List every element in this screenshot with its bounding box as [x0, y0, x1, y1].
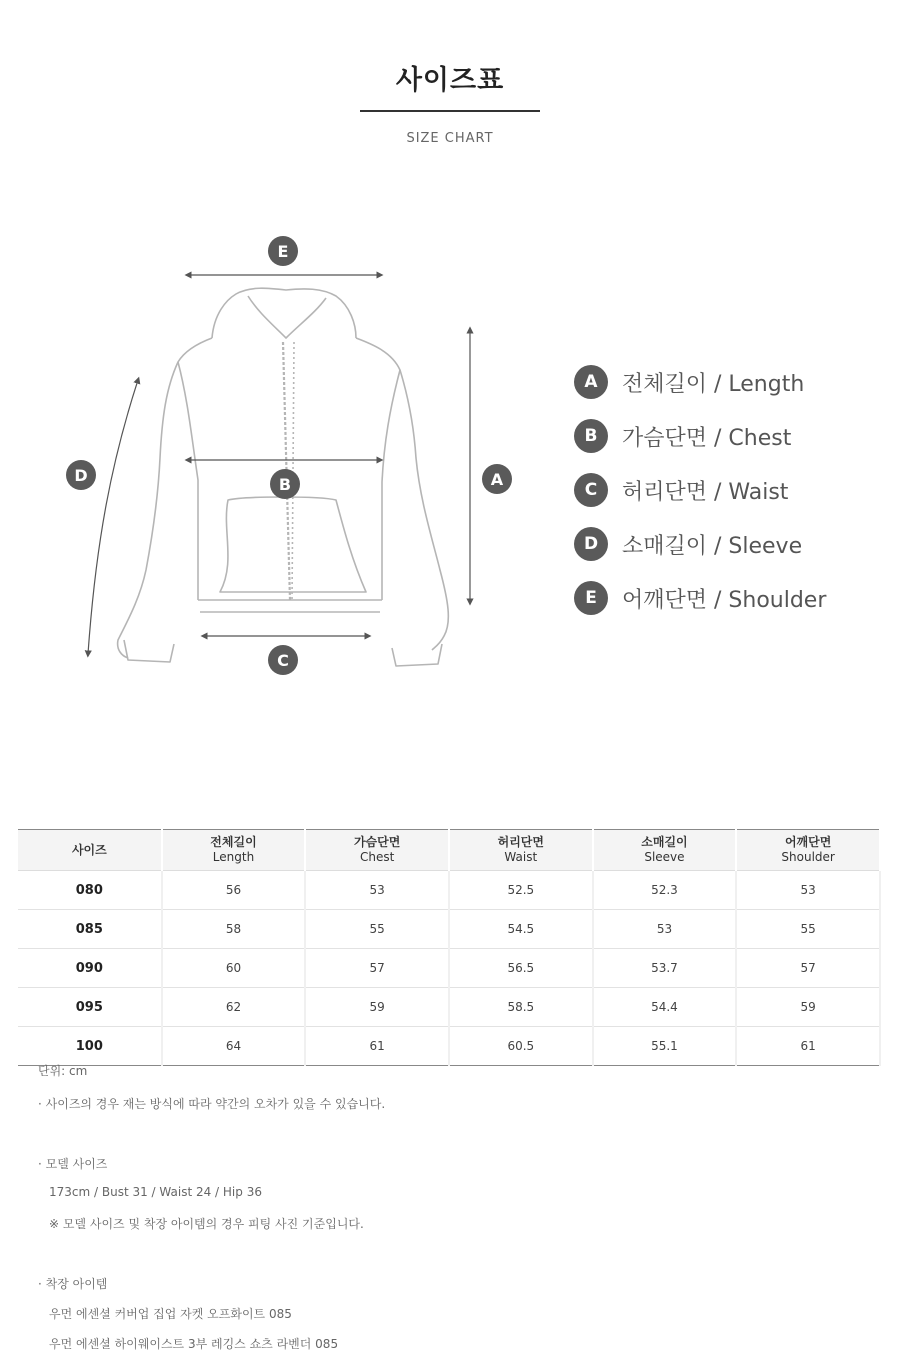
- outfit-items-heading: · 착장 아이템: [38, 1277, 108, 1291]
- table-cell: 62: [162, 988, 306, 1027]
- table-cell: 52.5: [449, 871, 593, 910]
- table-cell: 080: [18, 871, 162, 910]
- outfit-item: 우먼 에센셜 하이웨이스트 3부 레깅스 쇼츠 라벤더 085: [49, 1337, 339, 1351]
- table-cell: 085: [18, 910, 162, 949]
- disclaimer-note: · 사이즈의 경우 재는 방식에 따라 약간의 오차가 있을 수 있습니다.: [38, 1097, 386, 1111]
- marker-a: [482, 464, 512, 494]
- legend-item: [574, 463, 826, 517]
- svg-text:E: E: [277, 242, 289, 261]
- column-header-sleeve: 소매길이 Sleeve: [593, 830, 737, 871]
- column-header-chest: 가슴단면 Chest: [305, 830, 449, 871]
- marker-d: [66, 460, 96, 490]
- legend-badge: B: [574, 419, 608, 453]
- legend-label: 소매길이 / Sleeve: [622, 533, 803, 559]
- table-cell: 56: [162, 871, 306, 910]
- legend-label: 전체길이 / Length: [622, 371, 805, 397]
- page-title: 사이즈표: [395, 65, 505, 96]
- unit-note: 단위: cm: [38, 1064, 88, 1078]
- table-cell: 56.5: [449, 949, 593, 988]
- table-cell: 53: [305, 871, 449, 910]
- legend-label: 허리단면 / Waist: [622, 479, 789, 505]
- model-size-note: ※ 모델 사이즈 및 착장 아이템의 경우 피팅 사진 기준입니다.: [49, 1217, 364, 1231]
- table-row: [18, 910, 880, 949]
- legend-item: [574, 571, 826, 625]
- table-row: [18, 871, 880, 910]
- legend-label: 가슴단면 / Chest: [622, 425, 792, 451]
- title-divider: [360, 110, 540, 112]
- table-cell: 52.3: [593, 871, 737, 910]
- legend-item: [574, 355, 826, 409]
- table-cell: 57: [736, 949, 880, 988]
- size-table: [18, 829, 881, 1066]
- table-cell: 53.7: [593, 949, 737, 988]
- hoodie-diagram: [0, 220, 560, 690]
- marker-b: [270, 469, 300, 499]
- table-cell: 54.5: [449, 910, 593, 949]
- table-cell: 61: [736, 1027, 880, 1066]
- table-cell: 60.5: [449, 1027, 593, 1066]
- marker-c: [268, 645, 298, 675]
- model-size-value: 173cm / Bust 31 / Waist 24 / Hip 36: [49, 1185, 262, 1199]
- model-size-heading: · 모델 사이즈: [38, 1157, 108, 1171]
- table-cell: 54.4: [593, 988, 737, 1027]
- table-row: [18, 988, 880, 1027]
- column-header-waist: 허리단면 Waist: [449, 830, 593, 871]
- marker-e: [268, 236, 298, 266]
- table-cell: 64: [162, 1027, 306, 1066]
- table-cell: 095: [18, 988, 162, 1027]
- svg-text:D: D: [74, 466, 88, 485]
- table-row: [18, 949, 880, 988]
- table-cell: 59: [736, 988, 880, 1027]
- svg-text:B: B: [278, 475, 292, 494]
- legend-item: [574, 409, 826, 463]
- legend-label: 어깨단면 / Shoulder: [622, 587, 827, 613]
- table-cell: 100: [18, 1027, 162, 1066]
- table-cell: 58.5: [449, 988, 593, 1027]
- table-cell: 60: [162, 949, 306, 988]
- legend-badge: D: [574, 527, 608, 561]
- table-cell: 59: [305, 988, 449, 1027]
- legend-badge: A: [574, 365, 608, 399]
- outfit-item: 우먼 에센셜 커버업 집업 자켓 오프화이트 085: [49, 1307, 292, 1321]
- table-cell: 53: [736, 871, 880, 910]
- svg-text:C: C: [277, 651, 289, 670]
- table-cell: 58: [162, 910, 306, 949]
- table-header-row: [18, 830, 880, 871]
- table-cell: 55: [305, 910, 449, 949]
- table-cell: 55: [736, 910, 880, 949]
- column-header-size: 사이즈: [18, 830, 162, 871]
- legend-badge: E: [574, 581, 608, 615]
- legend-badge: C: [574, 473, 608, 507]
- column-header-shoulder: 어깨단면 Shoulder: [736, 830, 880, 871]
- table-cell: 090: [18, 949, 162, 988]
- legend-item: [574, 517, 826, 571]
- table-cell: 53: [593, 910, 737, 949]
- page-subtitle: SIZE CHART: [406, 131, 494, 146]
- column-header-length: 전체길이 Length: [162, 830, 306, 871]
- svg-text:A: A: [490, 470, 504, 489]
- table-row: [18, 1027, 880, 1066]
- table-cell: 55.1: [593, 1027, 737, 1066]
- table-cell: 57: [305, 949, 449, 988]
- table-cell: 61: [305, 1027, 449, 1066]
- measurement-legend: [574, 355, 826, 625]
